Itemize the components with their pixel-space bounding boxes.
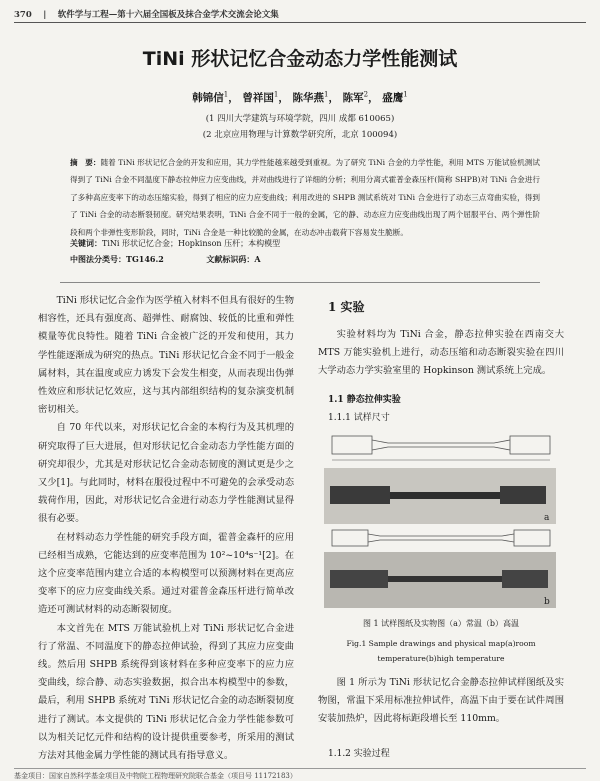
paragraph: 自 70 年代以来，对形状记忆合金的本构行为及其机理的研究取得了巨大进展，但对形状记忆合金动态力学性能方面的研究却很少，尤其是对形状记忆合金动态韧度的测试更是少之又少[1]。与此同时，材料在服役过程中不可避免的会承受动态载荷作用，因此，对形状记忆合金进行动态力学性能测试显得很有必要。 (38, 422, 294, 525)
paragraph: 在材料动态力学性能的研究手段方面，霍普金森杆的应用已经相当成熟，它能达到的应变率范围为 10²~10⁴s⁻¹[2]。在这个应变率范围内建立合适的本构模型可以预测材料在更高应变率下的应力应变曲线关系。通过对霍普金森压杆进行简单改造还可测试材料的动态断裂韧度。 (38, 531, 294, 616)
page-number: 370 (14, 10, 32, 20)
sample-drawing-b (332, 530, 550, 546)
running-header: 370 | 软件学与工程—第十六届全国板及抹合金学术交流会论文集 (14, 10, 279, 20)
left-column (38, 292, 294, 765)
keywords: 关键词：TiNi 形状记忆合金；Hopkinson 压杆；本构模型 (70, 238, 281, 248)
figure-caption-cn: 图 1 试样图纸及实物图（a）常温（b）高温 (362, 619, 520, 628)
author: 盛鹰$^1$ (382, 90, 408, 104)
author: 陈军$^2$ (342, 90, 369, 104)
affiliation: (2 北京应用物理与计算数学研究所，北京 100094) (202, 130, 398, 140)
subsubsection-heading: 1.1.1 试样尺寸 (328, 413, 390, 423)
section-paragraph: 实验材料均为 TiNi 合金，静态拉伸实验在西南交大 MTS 万能实验机上进行，动态压缩和动态断裂实验在四川大学动态力学实验室里的 Hopkinson 测试系统上完成。 (318, 329, 564, 377)
header-rule (14, 22, 586, 23)
author-list: 韩锦信$^1$， 曾祥国$^1$， 陈华燕$^1$， 陈军$^2$， 盛鹰$^1$ (192, 90, 408, 104)
figure-label-a: a (544, 513, 550, 523)
affiliation: (1 四川大学建筑与环境学院，四川 成都 610065) (205, 114, 395, 124)
author: 曾祥国$^1$ (242, 90, 279, 104)
paragraph: TiNi 形状记忆合金作为医学植入材料不但具有很好的生物相容性，还具有强度高、超弹性、耐腐蚀、较低的比重和弹性模量等优良特性。随着 TiNi 合金被广泛的开发和使用，其力学性能逐渐成为研究的热点。TiNi 形状记忆合金不同于一般金属材料，其在温度或应力诱发下会发生相变，从而表现出伪弹性效应和形状记忆效应，这与其内部组织结构的复杂演变机制密切相关。 (38, 295, 294, 416)
journal-name: 软件学与工程—第十六届全国板及抹合金学术交流会论文集 (57, 10, 279, 20)
section-heading: 1 实验 (328, 300, 365, 314)
abstract-text: 随着 TiNi 形状记忆合金的开发和应用，其力学性能越来越受到重视。为了研究 TiNi 合金的力学性能，利用 MTS 万能试验机测试得到了 TiNi 合金不同温度下静态拉伸应力应变曲线，并对曲线进行了详细的分析；利用分离式霍普金森压杆(简称 SHPB)对 TiNi 合金进行了多种高应变率下的动态压缩实验，得到了相应的应力应变曲线；利用改进的 SHPB 测试系统对 TiNi 合金进行了动态三点弯曲实验，得到了 TiNi 合金的动态断裂韧度。研究结果表明，TiNi 合金不同于一般的金属，它的静、动态应力应变曲线出现了两个屈服平台、两个弹性阶段和两个非弹性变形阶段，同时，TiNi 合金是一种比较脆的金属，在动态冲击载荷下容易发生脆断。 (70, 158, 541, 237)
author: 韩锦信$^1$ (192, 90, 229, 104)
sample-figure (318, 430, 564, 610)
funding-footnote: 基金项目：国家自然科学基金项目及中物院工程物理研究院联合基金（项目号 11172183） (14, 768, 586, 781)
paragraph: 本文首先在 MTS 万能试验机上对 TiNi 形状记忆合金进行了常温、不同温度下的静态拉伸试验，得到了其应力应变曲线。然后用 SHPB 系统得到该材料在多种应变率下的应力应变曲线，综合静、动态实验数据，拟合出本构模型中的参数，最后，利用 SHPB 系统对 TiNi 形状记忆合金的动态断裂韧度进行了测试。本文提供的 TiNi 形状记忆合金力学性能参数可以为相关记忆元件和结构的设计提供重要参考，所采用的测试方法对其他金属力学性能的测试具有指导意义。 (38, 622, 294, 762)
subsection-heading: 1.1 静态拉伸实验 (328, 395, 401, 405)
divider (60, 282, 540, 283)
figure-label-b: b (544, 597, 550, 607)
figure-caption-en: Fig.1 Sample drawings and physical map(a)room temperature(b)high temperature (346, 639, 536, 663)
classification: 中图法分类号：TG146.2 文献标识码：A (70, 254, 261, 264)
paper-title: TiNi 形状记忆合金动态力学性能测试 (142, 48, 458, 70)
figure-paragraph: 图 1 所示为 TiNi 形状记忆合金静态拉伸试样图纸及实物图，常温下采用标准拉伸试件，高温下由于要在试件周围安装加热炉，因此将标距段增长至 110mm。 (318, 677, 564, 725)
sample-drawing-a (332, 436, 550, 460)
abstract-label: 摘 要： (70, 158, 101, 167)
author: 陈华燕$^1$ (292, 90, 329, 104)
subsubsection-heading: 1.1.2 实验过程 (328, 749, 390, 759)
abstract (70, 154, 540, 241)
